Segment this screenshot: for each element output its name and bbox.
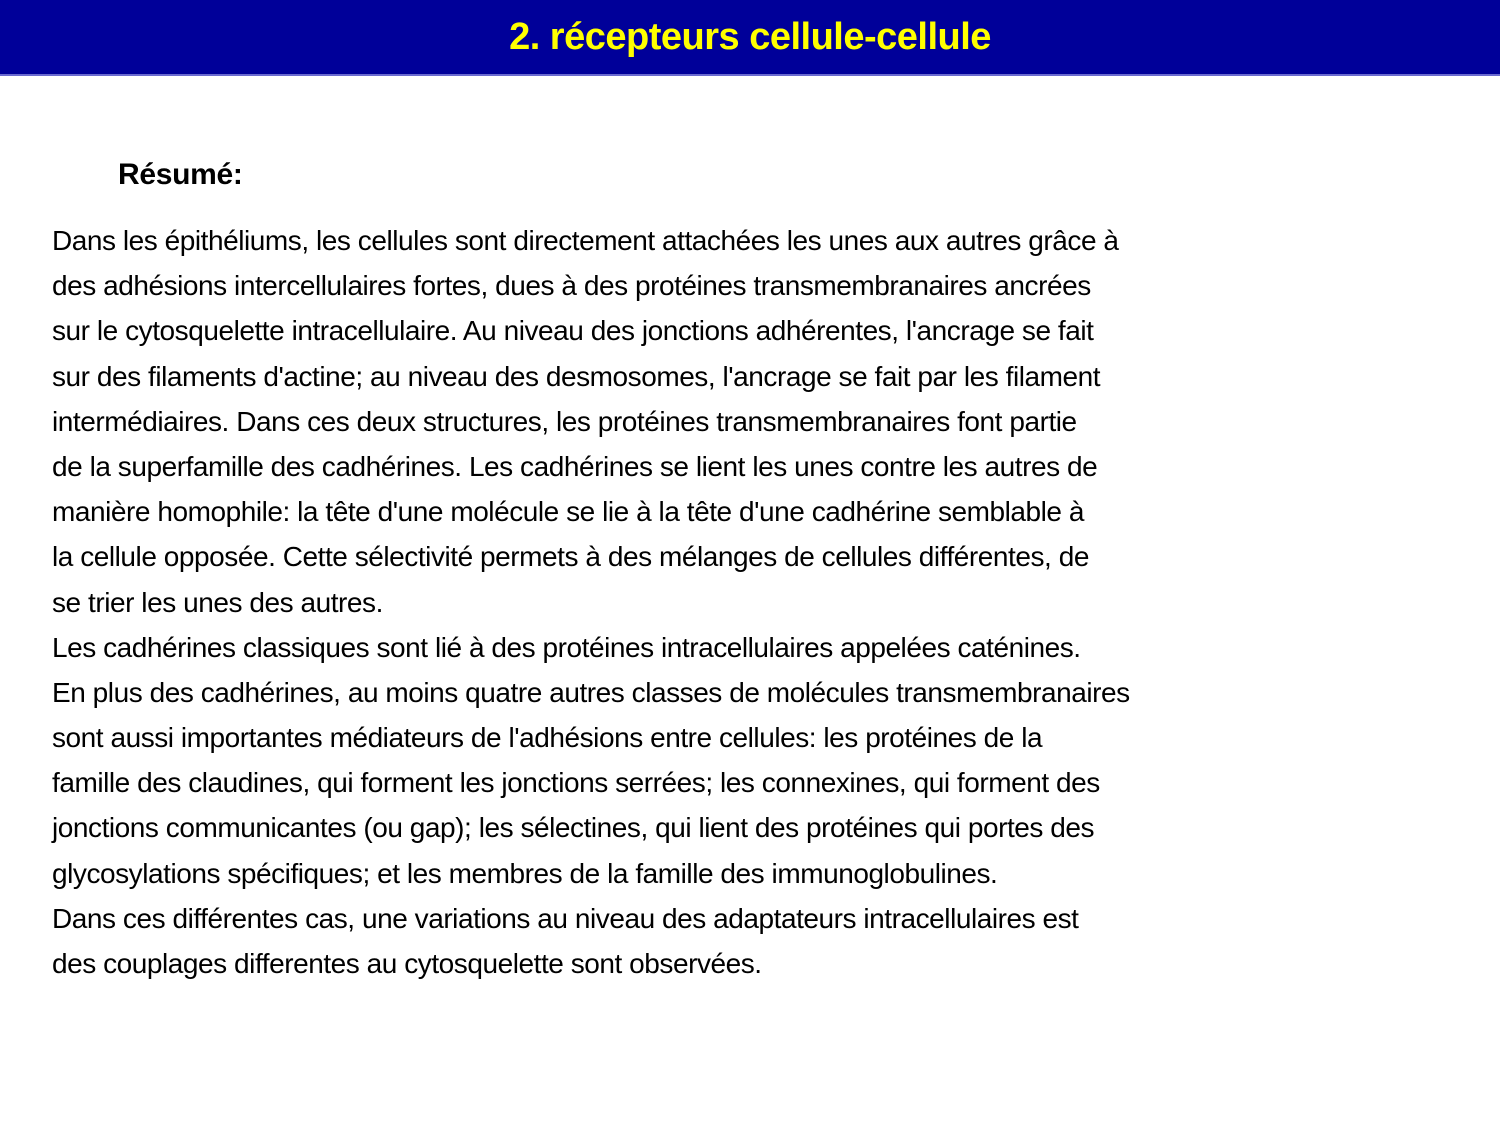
text-line: des couplages differentes au cytosquelette sont observées. bbox=[52, 948, 762, 979]
text-line: Dans ces différentes cas, une variations au niveau des adaptateurs intracellulaires est bbox=[52, 902, 1079, 934]
text-line: jonctions communicantes (ou gap); les sélectines, qui lient des protéines qui portes des bbox=[52, 812, 1095, 844]
text-line: se trier les unes des autres. bbox=[52, 586, 383, 618]
text-line: manière homophile: la tête d'une molécule se lie à la tête d'une cadhérine semblable à bbox=[52, 496, 1084, 528]
slide-title: 2. récepteurs cellule-cellule bbox=[509, 15, 991, 58]
text-line: famille des claudines, qui forment les jonctions serrées; les connexines, qui forment des bbox=[52, 767, 1100, 799]
text-line: sur le cytosquelette intracellulaire. Au niveau des jonctions adhérentes, l'ancrage se fait bbox=[52, 315, 1094, 347]
text-line: des adhésions intercellulaires fortes, dues à des protéines transmembranaires ancrées bbox=[52, 270, 1091, 302]
summary-text bbox=[52, 218, 1472, 986]
text-line: Dans les épithéliums, les cellules sont directement attachées les unes aux autres grâce à bbox=[52, 225, 1119, 256]
text-line: sont aussi importantes médiateurs de l'adhésions entre cellules: les protéines de la bbox=[52, 722, 1043, 754]
text-line: intermédiaires. Dans ces deux structures, les protéines transmembranaires font partie bbox=[52, 405, 1077, 437]
text-line: glycosylations spécifiques; et les membres de la famille des immunoglobulines. bbox=[52, 857, 998, 889]
section-heading: Résumé: bbox=[118, 158, 243, 191]
title-bar bbox=[0, 0, 1500, 76]
text-line: En plus des cadhérines, au moins quatre autres classes de molécules transmembranaires bbox=[52, 676, 1130, 708]
text-line: sur des filaments d'actine; au niveau des desmosomes, l'ancrage se fait par les filament bbox=[52, 360, 1101, 392]
text-line: de la superfamille des cadhérines. Les cadhérines se lient les unes contre les autres de bbox=[52, 450, 1098, 482]
text-line: la cellule opposée. Cette sélectivité permets à des mélanges de cellules différentes, de bbox=[52, 541, 1089, 573]
text-line: Les cadhérines classiques sont lié à des protéines intracellulaires appelées caténines. bbox=[52, 631, 1081, 663]
